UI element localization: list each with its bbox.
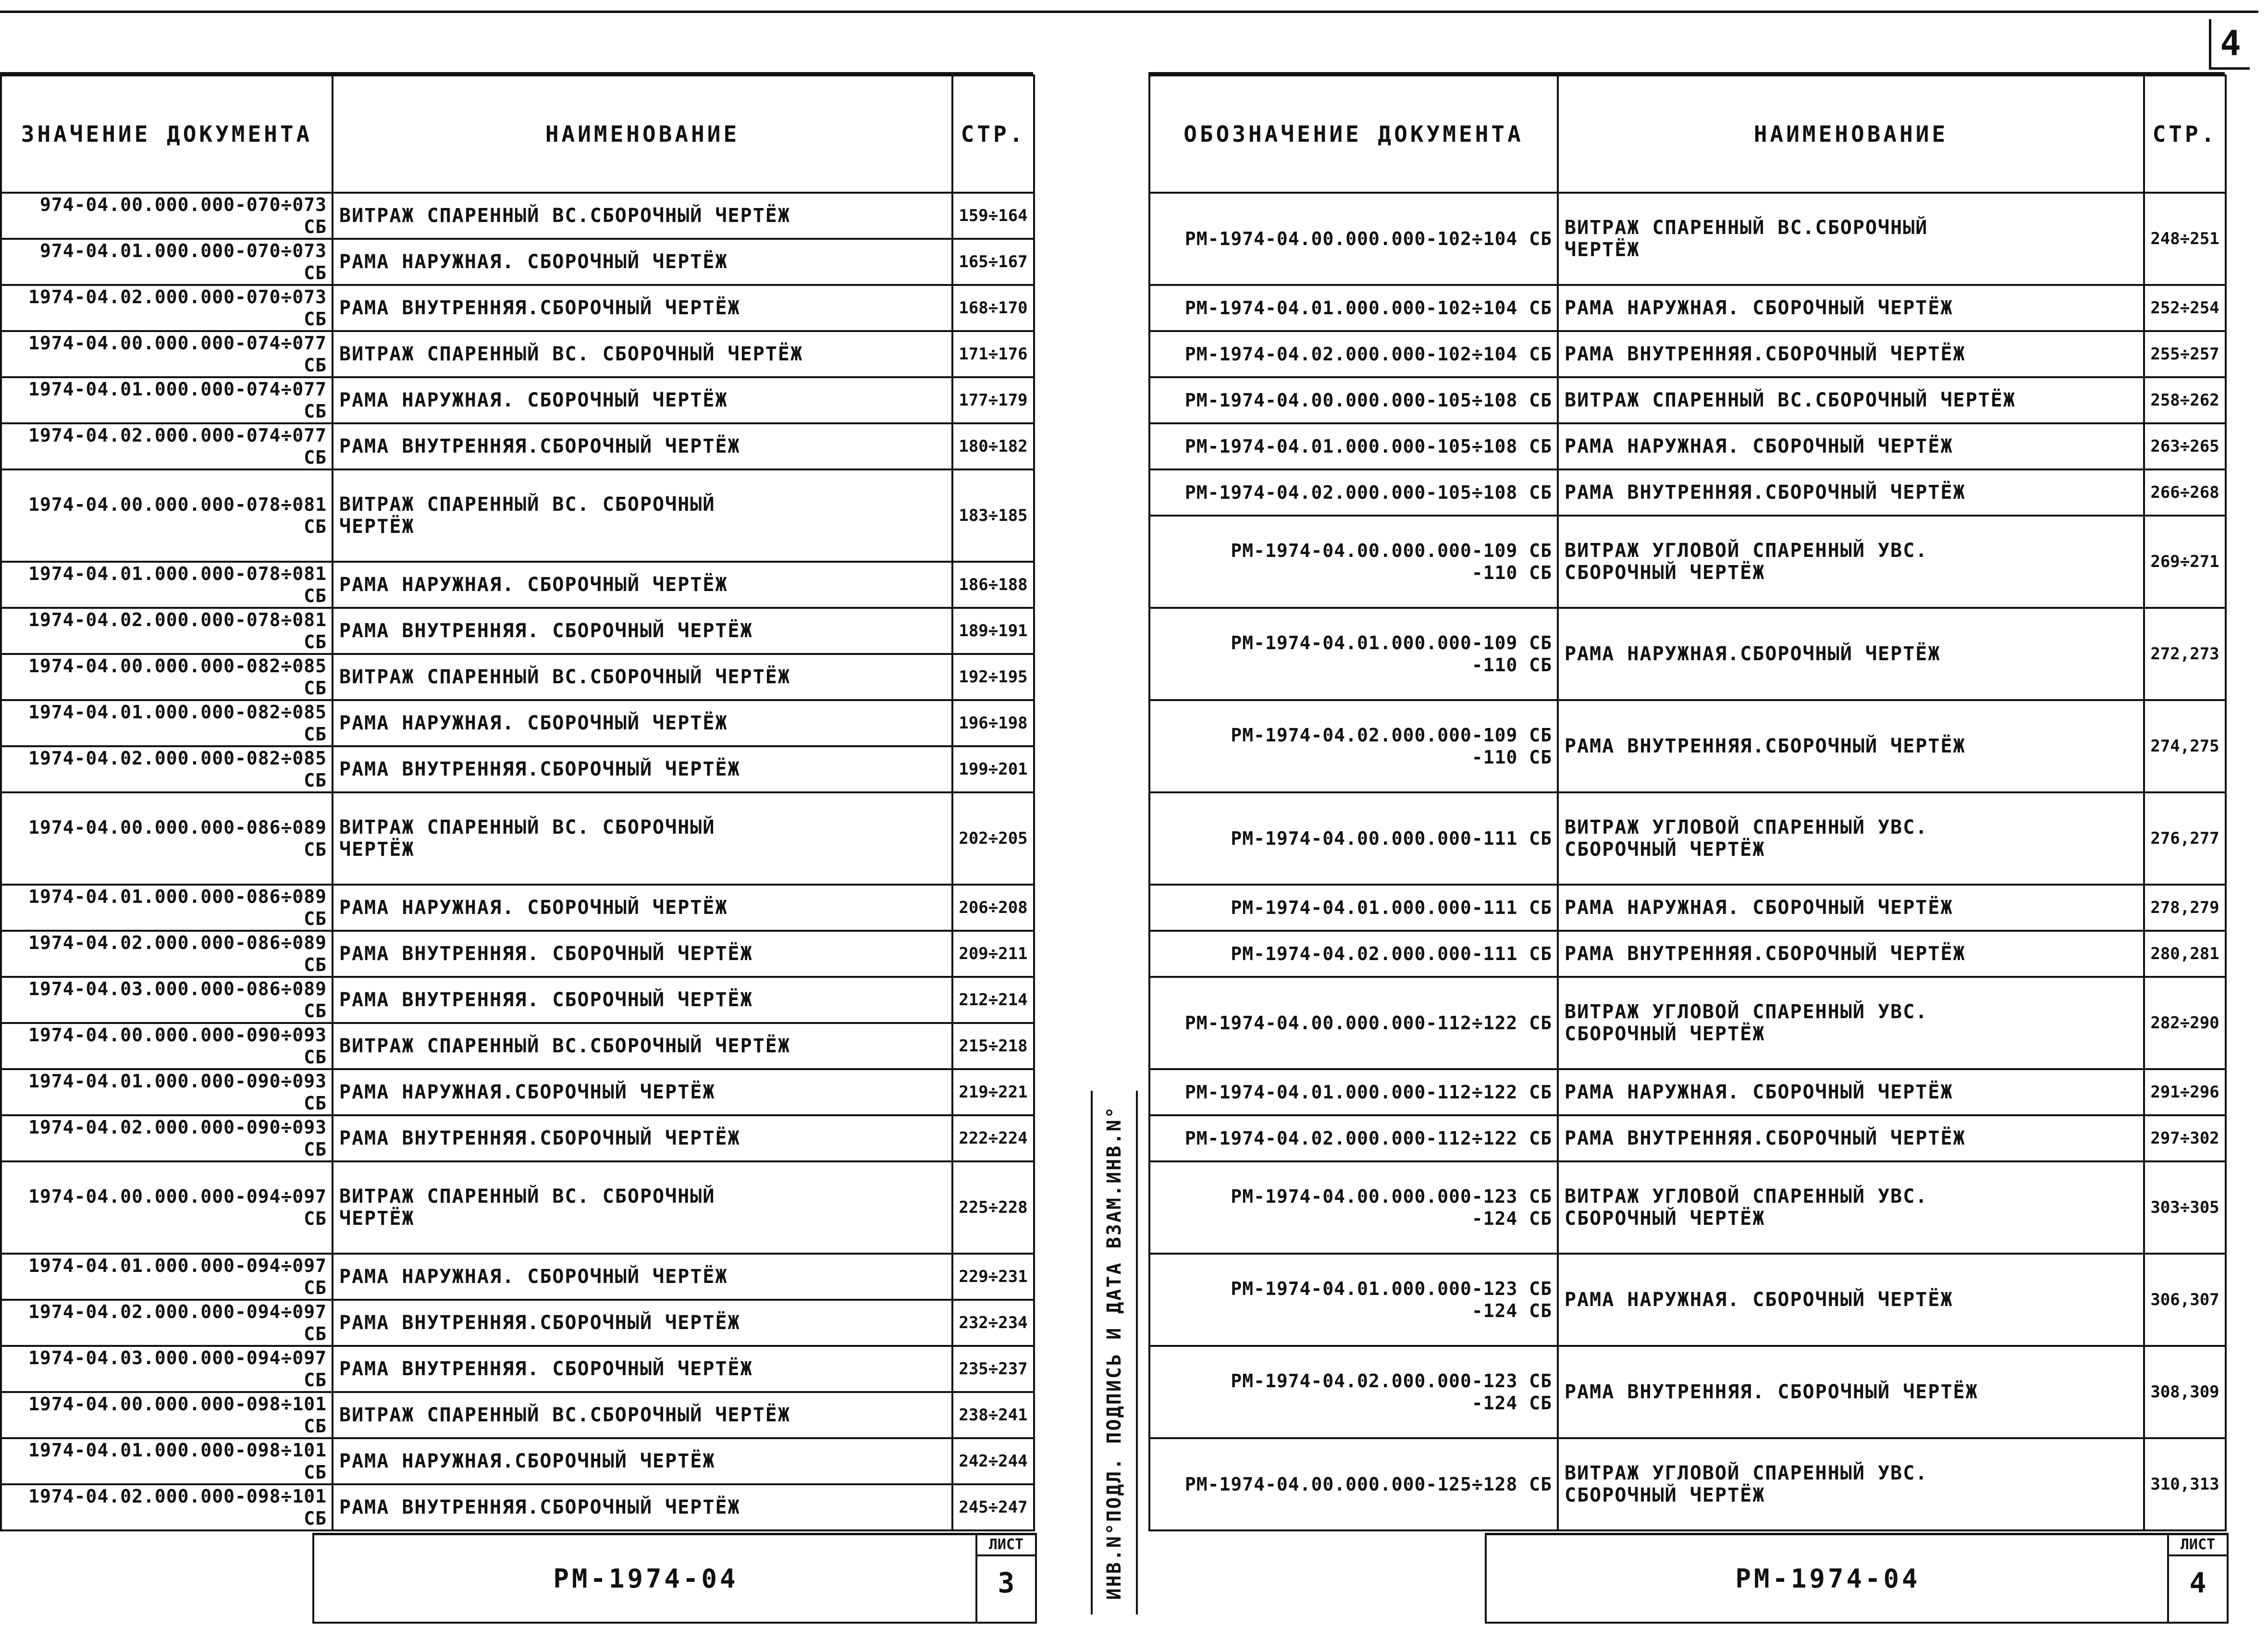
page-range-cell: 303÷305 — [2144, 1161, 2226, 1254]
table-row — [1149, 792, 2226, 885]
left-sheet-box — [975, 1533, 1037, 1624]
page-range-cell: 242÷244 — [952, 1438, 1034, 1484]
doc-number-cell: РМ-1974-04.00.000.000-112÷122 СБ — [1149, 977, 1558, 1069]
doc-number-cell: 1974-04.00.000.000-090÷093 СБ — [1, 1023, 333, 1069]
doc-number-cell: 1974-04.00.000.000-098÷101 СБ — [1, 1392, 333, 1438]
doc-number-cell: РМ-1974-04.01.000.000-111 СБ — [1149, 885, 1558, 931]
page-range-cell: 196÷198 — [952, 700, 1034, 746]
name-cell: РАМА НАРУЖНАЯ.СБОРОЧНЫЙ ЧЕРТЁЖ — [1558, 608, 2144, 700]
table-row — [1, 746, 1034, 792]
table-row — [1, 377, 1034, 423]
page-range-cell: 177÷179 — [952, 377, 1034, 423]
table-row — [1149, 1254, 2226, 1346]
doc-number-cell: 1974-04.01.000.000-094÷097 СБ — [1, 1254, 333, 1300]
left-header-name: НАИМЕНОВАНИЕ — [333, 75, 952, 193]
name-cell: РАМА ВНУТРЕННЯЯ.СБОРОЧНЫЙ ЧЕРТЁЖ — [333, 1115, 952, 1161]
doc-number-cell: 1974-04.01.000.000-078÷081 СБ — [1, 562, 333, 608]
page-range-cell: 274,275 — [2144, 700, 2226, 792]
name-cell: ВИТРАЖ СПАРЕННЫЙ ВС.СБОРОЧНЫЙ ЧЕРТЁЖ — [333, 1392, 952, 1438]
name-cell: РАМА ВНУТРЕННЯЯ. СБОРОЧНЫЙ ЧЕРТЁЖ — [333, 608, 952, 654]
page-range-cell: 306,307 — [2144, 1254, 2226, 1346]
left-title-block — [312, 1533, 1037, 1624]
doc-number-cell: 1974-04.03.000.000-094÷097 СБ — [1, 1346, 333, 1392]
table-row — [1149, 469, 2226, 516]
doc-number-cell: РМ-1974-04.00.000.000-102÷104 СБ — [1149, 193, 1558, 285]
table-row — [1149, 285, 2226, 331]
doc-number-cell: 1974-04.02.000.000-094÷097 СБ — [1, 1300, 333, 1346]
name-cell: РАМА ВНУТРЕННЯЯ.СБОРОЧНЫЙ ЧЕРТЁЖ — [333, 746, 952, 792]
doc-number-cell: РМ-1974-04.01.000.000-123 СБ -124 СБ — [1149, 1254, 1558, 1346]
table-row — [1, 423, 1034, 469]
name-cell: РАМА ВНУТРЕННЯЯ. СБОРОЧНЫЙ ЧЕРТЁЖ — [333, 977, 952, 1023]
left-stamp-code: РМ-1974-04 — [553, 1563, 739, 1594]
table-row — [1, 885, 1034, 931]
table-row — [1, 1069, 1034, 1115]
table-row — [1149, 700, 2226, 792]
page-range-cell: 263÷265 — [2144, 423, 2226, 469]
name-cell: ВИТРАЖ СПАРЕННЫЙ ВС. СБОРОЧНЫЙ ЧЕРТЁЖ — [333, 331, 952, 377]
table-row — [1149, 1346, 2226, 1438]
name-cell: ВИТРАЖ СПАРЕННЫЙ ВС.СБОРОЧНЫЙ ЧЕРТЁЖ — [333, 1023, 952, 1069]
page-range-cell: 180÷182 — [952, 423, 1034, 469]
right-stamp-code: РМ-1974-04 — [1735, 1563, 1921, 1594]
name-cell: РАМА ВНУТРЕННЯЯ. СБОРОЧНЫЙ ЧЕРТЁЖ — [333, 931, 952, 977]
page-range-cell: 209÷211 — [952, 931, 1034, 977]
doc-number-cell: РМ-1974-04.01.000.000-112÷122 СБ — [1149, 1069, 1558, 1115]
doc-number-cell: 1974-04.01.000.000-090÷093 СБ — [1, 1069, 333, 1115]
doc-number-cell: 1974-04.02.000.000-090÷093 СБ — [1, 1115, 333, 1161]
name-cell: РАМА НАРУЖНАЯ. СБОРОЧНЫЙ ЧЕРТЁЖ — [1558, 423, 2144, 469]
left-table-header — [1, 75, 1034, 193]
table-row — [1149, 516, 2226, 608]
table-row — [1, 1300, 1034, 1346]
page-range-cell: 206÷208 — [952, 885, 1034, 931]
doc-number-cell: 1974-04.00.000.000-082÷085 СБ — [1, 654, 333, 700]
table-row — [1, 608, 1034, 654]
page-range-cell: 276,277 — [2144, 792, 2226, 885]
table-row — [1149, 608, 2226, 700]
name-cell: ВИТРАЖ УГЛОВОЙ СПАРЕННЫЙ УВС. СБОРОЧНЫЙ ЧЕРТЁЖ — [1558, 516, 2144, 608]
name-cell: РАМА НАРУЖНАЯ. СБОРОЧНЫЙ ЧЕРТЁЖ — [333, 885, 952, 931]
right-title-block — [1485, 1533, 2229, 1624]
doc-number-cell: РМ-1974-04.00.000.000-105÷108 СБ — [1149, 377, 1558, 423]
name-cell: РАМА НАРУЖНАЯ. СБОРОЧНЫЙ ЧЕРТЁЖ — [1558, 1254, 2144, 1346]
doc-number-cell: РМ-1974-04.00.000.000-109 СБ -110 СБ — [1149, 516, 1558, 608]
table-row — [1, 285, 1034, 331]
table-row — [1, 977, 1034, 1023]
name-cell: РАМА ВНУТРЕННЯЯ.СБОРОЧНЫЙ ЧЕРТЁЖ — [1558, 1115, 2144, 1161]
table-row — [1, 1115, 1034, 1161]
table-row — [1149, 977, 2226, 1069]
name-cell: ВИТРАЖ СПАРЕННЫЙ ВС.СБОРОЧНЫЙ ЧЕРТЁЖ — [333, 193, 952, 239]
doc-number-cell: РМ-1974-04.00.000.000-125÷128 СБ — [1149, 1438, 1558, 1530]
page-range-cell: 168÷170 — [952, 285, 1034, 331]
page-top-rule — [0, 11, 2258, 13]
table-row — [1149, 331, 2226, 377]
page-range-cell: 248÷251 — [2144, 193, 2226, 285]
doc-number-cell: 1974-04.02.000.000-082÷085 СБ — [1, 746, 333, 792]
page-range-cell: 219÷221 — [952, 1069, 1034, 1115]
name-cell: РАМА НАРУЖНАЯ. СБОРОЧНЫЙ ЧЕРТЁЖ — [333, 700, 952, 746]
page-range-cell: 255÷257 — [2144, 331, 2226, 377]
right-sheet-number: 4 — [2189, 1566, 2206, 1599]
doc-number-cell: РМ-1974-04.02.000.000-111 СБ — [1149, 931, 1558, 977]
table-row — [1, 193, 1034, 239]
doc-number-cell: 1974-04.03.000.000-086÷089 СБ — [1, 977, 333, 1023]
right-table-header — [1149, 75, 2226, 193]
left-sheet-label: ЛИСТ — [977, 1535, 1035, 1556]
name-cell: РАМА НАРУЖНАЯ. СБОРОЧНЫЙ ЧЕРТЁЖ — [1558, 1069, 2144, 1115]
page-range-cell: 291÷296 — [2144, 1069, 2226, 1115]
left-sheet-number: 3 — [998, 1566, 1015, 1599]
page-range-cell: 199÷201 — [952, 746, 1034, 792]
name-cell: РАМА ВНУТРЕННЯЯ.СБОРОЧНЫЙ ЧЕРТЁЖ — [333, 423, 952, 469]
doc-number-cell: 1974-04.02.000.000-098÷101 СБ — [1, 1484, 333, 1530]
binding-strip-text: ИНВ.N°ПОДЛ. ПОДПИСЬ И ДАТА ВЗАМ.ИНВ.N° — [1103, 1105, 1125, 1600]
doc-number-cell: 1974-04.01.000.000-074÷077 СБ — [1, 377, 333, 423]
page-range-cell: 229÷231 — [952, 1254, 1034, 1300]
doc-number-cell: 1974-04.02.000.000-086÷089 СБ — [1, 931, 333, 977]
page-range-cell: 192÷195 — [952, 654, 1034, 700]
page-range-cell: 165÷167 — [952, 239, 1034, 285]
doc-number-cell: РМ-1974-04.00.000.000-123 СБ -124 СБ — [1149, 1161, 1558, 1254]
page-range-cell: 215÷218 — [952, 1023, 1034, 1069]
doc-number-cell: РМ-1974-04.02.000.000-102÷104 СБ — [1149, 331, 1558, 377]
page-range-cell: 212÷214 — [952, 977, 1034, 1023]
table-row — [1, 792, 1034, 885]
doc-number-cell: 974-04.01.000.000-070÷073 СБ — [1, 239, 333, 285]
table-row — [1149, 1438, 2226, 1530]
page-range-cell: 202÷205 — [952, 792, 1034, 885]
name-cell: ВИТРАЖ СПАРЕННЫЙ ВС.СБОРОЧНЫЙ ЧЕРТЁЖ — [1558, 377, 2144, 423]
table-row — [1149, 193, 2226, 285]
page-range-cell: 308,309 — [2144, 1346, 2226, 1438]
name-cell: РАМА ВНУТРЕННЯЯ. СБОРОЧНЫЙ ЧЕРТЁЖ — [1558, 1346, 2144, 1438]
table-row — [1, 331, 1034, 377]
name-cell: РАМА ВНУТРЕННЯЯ.СБОРОЧНЫЙ ЧЕРТЁЖ — [1558, 331, 2144, 377]
page-range-cell: 189÷191 — [952, 608, 1034, 654]
table-row — [1149, 1115, 2226, 1161]
page-range-cell: 235÷237 — [952, 1346, 1034, 1392]
table-row — [1, 469, 1034, 562]
doc-number-cell: 1974-04.01.000.000-086÷089 СБ — [1, 885, 333, 931]
name-cell: РАМА НАРУЖНАЯ. СБОРОЧНЫЙ ЧЕРТЁЖ — [333, 562, 952, 608]
table-row — [1, 654, 1034, 700]
name-cell: ВИТРАЖ СПАРЕННЫЙ ВС. СБОРОЧНЫЙ ЧЕРТЁЖ — [333, 469, 952, 562]
table-row — [1, 562, 1034, 608]
page-range-cell: 280,281 — [2144, 931, 2226, 977]
table-row — [1149, 423, 2226, 469]
name-cell: ВИТРАЖ УГЛОВОЙ СПАРЕННЫЙ УВС. СБОРОЧНЫЙ ЧЕРТЁЖ — [1558, 1438, 2144, 1530]
name-cell: ВИТРАЖ СПАРЕННЫЙ ВС.СБОРОЧНЫЙ ЧЕРТЁЖ — [333, 654, 952, 700]
doc-number-cell: РМ-1974-04.01.000.000-105÷108 СБ — [1149, 423, 1558, 469]
doc-number-cell: РМ-1974-04.01.000.000-109 СБ -110 СБ — [1149, 608, 1558, 700]
name-cell: РАМА НАРУЖНАЯ. СБОРОЧНЫЙ ЧЕРТЁЖ — [1558, 885, 2144, 931]
left-header-page: СТР. — [952, 75, 1034, 193]
name-cell: РАМА ВНУТРЕННЯЯ.СБОРОЧНЫЙ ЧЕРТЁЖ — [333, 1300, 952, 1346]
doc-number-cell: 1974-04.01.000.000-082÷085 СБ — [1, 700, 333, 746]
page-corner-number: 4 — [2209, 19, 2250, 70]
name-cell: РАМА ВНУТРЕННЯЯ.СБОРОЧНЫЙ ЧЕРТЁЖ — [333, 1484, 952, 1530]
right-sheet-table — [1148, 72, 2225, 1531]
page-range-cell: 238÷241 — [952, 1392, 1034, 1438]
table-row — [1, 700, 1034, 746]
doc-number-cell: РМ-1974-04.02.000.000-123 СБ -124 СБ — [1149, 1346, 1558, 1438]
table-row — [1, 931, 1034, 977]
doc-number-cell: РМ-1974-04.02.000.000-105÷108 СБ — [1149, 469, 1558, 516]
page-range-cell: 232÷234 — [952, 1300, 1034, 1346]
name-cell: ВИТРАЖ СПАРЕННЫЙ ВС.СБОРОЧНЫЙ ЧЕРТЁЖ — [1558, 193, 2144, 285]
name-cell: РАМА НАРУЖНАЯ. СБОРОЧНЫЙ ЧЕРТЁЖ — [1558, 285, 2144, 331]
left-sheet-table — [0, 72, 1033, 1531]
right-header-doc: ОБОЗНАЧЕНИЕ ДОКУМЕНТА — [1149, 75, 1558, 193]
doc-number-cell: 1974-04.00.000.000-074÷077 СБ — [1, 331, 333, 377]
page-range-cell: 310,313 — [2144, 1438, 2226, 1530]
name-cell: РАМА ВНУТРЕННЯЯ. СБОРОЧНЫЙ ЧЕРТЁЖ — [333, 1346, 952, 1392]
table-row — [1149, 1161, 2226, 1254]
name-cell: РАМА НАРУЖНАЯ. СБОРОЧНЫЙ ЧЕРТЁЖ — [333, 1254, 952, 1300]
name-cell: РАМА ВНУТРЕННЯЯ.СБОРОЧНЫЙ ЧЕРТЁЖ — [1558, 700, 2144, 792]
table-row — [1149, 1069, 2226, 1115]
right-header-name: НАИМЕНОВАНИЕ — [1558, 75, 2144, 193]
table-row — [1, 1392, 1034, 1438]
page-range-cell: 278,279 — [2144, 885, 2226, 931]
page-range-cell: 183÷185 — [952, 469, 1034, 562]
doc-number-cell: 1974-04.00.000.000-078÷081 СБ — [1, 469, 333, 562]
page-range-cell: 159÷164 — [952, 193, 1034, 239]
table-row — [1149, 377, 2226, 423]
name-cell: ВИТРАЖ СПАРЕННЫЙ ВС. СБОРОЧНЫЙ ЧЕРТЁЖ — [333, 1161, 952, 1254]
table-row — [1, 1484, 1034, 1530]
table-row — [1, 1023, 1034, 1069]
page-range-cell: 282÷290 — [2144, 977, 2226, 1069]
doc-number-cell: 1974-04.02.000.000-070÷073 СБ — [1, 285, 333, 331]
page-range-cell: 266÷268 — [2144, 469, 2226, 516]
doc-number-cell: РМ-1974-04.00.000.000-111 СБ — [1149, 792, 1558, 885]
name-cell: РАМА ВНУТРЕННЯЯ.СБОРОЧНЫЙ ЧЕРТЁЖ — [1558, 931, 2144, 977]
page-range-cell: 245÷247 — [952, 1484, 1034, 1530]
page-range-cell: 225÷228 — [952, 1161, 1034, 1254]
right-header-page: СТР. — [2144, 75, 2226, 193]
table-row — [1, 239, 1034, 285]
name-cell: РАМА НАРУЖНАЯ. СБОРОЧНЫЙ ЧЕРТЁЖ — [333, 239, 952, 285]
doc-number-cell: 1974-04.01.000.000-098÷101 СБ — [1, 1438, 333, 1484]
page-range-cell: 222÷224 — [952, 1115, 1034, 1161]
right-sheet-box — [2167, 1533, 2229, 1624]
page-range-cell: 258÷262 — [2144, 377, 2226, 423]
doc-number-cell: 1974-04.00.000.000-086÷089 СБ — [1, 792, 333, 885]
binding-strip — [1091, 1091, 1138, 1615]
doc-number-cell: 1974-04.02.000.000-074÷077 СБ — [1, 423, 333, 469]
name-cell: РАМА ВНУТРЕННЯЯ.СБОРОЧНЫЙ ЧЕРТЁЖ — [333, 285, 952, 331]
left-header-doc: ЗНАЧЕНИЕ ДОКУМЕНТА — [1, 75, 333, 193]
table-row — [1, 1346, 1034, 1392]
page-range-cell: 272,273 — [2144, 608, 2226, 700]
name-cell: РАМА НАРУЖНАЯ.СБОРОЧНЫЙ ЧЕРТЁЖ — [333, 1069, 952, 1115]
name-cell: ВИТРАЖ УГЛОВОЙ СПАРЕННЫЙ УВС. СБОРОЧНЫЙ ЧЕРТЁЖ — [1558, 1161, 2144, 1254]
page-range-cell: 186÷188 — [952, 562, 1034, 608]
doc-number-cell: РМ-1974-04.02.000.000-109 СБ -110 СБ — [1149, 700, 1558, 792]
doc-number-cell: 1974-04.00.000.000-094÷097 СБ — [1, 1161, 333, 1254]
name-cell: РАМА НАРУЖНАЯ.СБОРОЧНЫЙ ЧЕРТЁЖ — [333, 1438, 952, 1484]
name-cell: ВИТРАЖ СПАРЕННЫЙ ВС. СБОРОЧНЫЙ ЧЕРТЁЖ — [333, 792, 952, 885]
doc-number-cell: РМ-1974-04.01.000.000-102÷104 СБ — [1149, 285, 1558, 331]
right-sheet-label: ЛИСТ — [2169, 1535, 2227, 1556]
name-cell: ВИТРАЖ УГЛОВОЙ СПАРЕННЫЙ УВС. СБОРОЧНЫЙ ЧЕРТЁЖ — [1558, 977, 2144, 1069]
doc-number-cell: РМ-1974-04.02.000.000-112÷122 СБ — [1149, 1115, 1558, 1161]
table-row — [1, 1438, 1034, 1484]
page-range-cell: 252÷254 — [2144, 285, 2226, 331]
doc-number-cell: 974-04.00.000.000-070÷073 СБ — [1, 193, 333, 239]
page-range-cell: 297÷302 — [2144, 1115, 2226, 1161]
table-row — [1, 1161, 1034, 1254]
name-cell: РАМА ВНУТРЕННЯЯ.СБОРОЧНЫЙ ЧЕРТЁЖ — [1558, 469, 2144, 516]
table-row — [1, 1254, 1034, 1300]
doc-number-cell: 1974-04.02.000.000-078÷081 СБ — [1, 608, 333, 654]
name-cell: РАМА НАРУЖНАЯ. СБОРОЧНЫЙ ЧЕРТЁЖ — [333, 377, 952, 423]
table-row — [1149, 931, 2226, 977]
page-range-cell: 269÷271 — [2144, 516, 2226, 608]
name-cell: ВИТРАЖ УГЛОВОЙ СПАРЕННЫЙ УВС. СБОРОЧНЫЙ ЧЕРТЁЖ — [1558, 792, 2144, 885]
table-row — [1149, 885, 2226, 931]
page-range-cell: 171÷176 — [952, 331, 1034, 377]
